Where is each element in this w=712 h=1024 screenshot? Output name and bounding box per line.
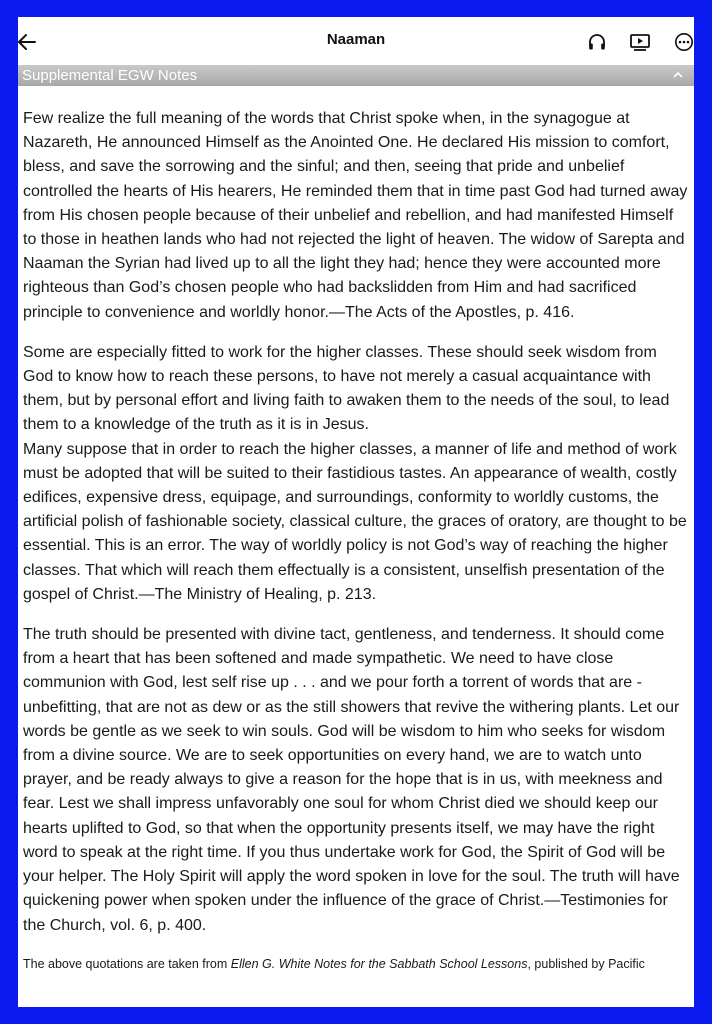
source-book-title: Ellen G. White Notes for the Sabbath School Lessons: [230, 956, 528, 971]
audio-button[interactable]: [584, 29, 610, 55]
more-options-icon: [674, 32, 694, 52]
top-bar: [18, 17, 694, 65]
video-button[interactable]: [627, 29, 653, 55]
source-note: [23, 954, 689, 974]
chevron-up-icon: [672, 69, 684, 81]
section-header-supplemental-notes[interactable]: [18, 65, 694, 86]
notes-content: [23, 107, 689, 974]
paragraph-testimonies: The truth should be presented with divine tact, gentleness, and tenderness. It should come from a heart that has been softened and made sympathetic. We need to have close communion with God, lest self rise up . . . and we pour forth a torrent of words that are - unbefitting, that are not as dew or as the still showers that revive the withering plants. Let our words be gentle as we seek to win souls. God will be wisdom to him who seeks for wisdom from a divine source. We are to seek opportunities on every hand, we are to watch unto prayer, and be ready always to give a reason for the hope that is in us, with meekness and fear. Lest we shall impress unfavorably one soul for whom Christ died we should keep our hearts uplifted to God, so that when the opportunity presents itself, we may have the right word to speak at the right time. If you thus undertake work for God, the Spirit of God will be your helper. The Holy Spirit will apply the word spoken in love for the soul. The truth will have quickening power when spoken under the influence of the grace of Christ.—Testimonies for the Church, vol. 6, p. 400.: [23, 626, 680, 934]
source-note-prefix: The above quotations are taken from: [23, 956, 231, 971]
more-options-button[interactable]: [671, 29, 694, 55]
section-title: Supplemental EGW Notes: [22, 67, 198, 84]
collapse-toggle[interactable]: [672, 66, 684, 87]
play-video-icon: [629, 32, 651, 52]
paragraph-acts-of-apostles: Few realize the full meaning of the words that Christ spoke when, in the synagogue at Nazareth, He announced Himself as the Anointed One. He declared His mission to comfort, bless, and save the sorrowing and the sinful; and then, seeing that pride and unbelief controlled the hearts of His hearers, He reminded them that in time past God had turned away from His chosen people because of their unbelief and rebellion, and had manifested Himself to those in heathen lands who had not rejected the light of heaven. The widow of Sarepta and Naaman the Syrian had lived up to all the light they had; hence they were accounted more righteous than God’s chosen people who had backslidden from Him and had sacrificed principle to convenience and worldly honor.—The Acts of the Apostles, p. 416.: [23, 110, 688, 321]
headphones-icon: [587, 32, 607, 52]
paragraph-ministry-of-healing: Some are especially fitted to work for the higher classes. These should seek wisdom from God to know how to reach these persons, to have not merely a casual acquaintance with them, but by personal effort and living faith to awaken them to the needs of the soul, to lead them to a knowledge of the truth as it is in Jesus. Many suppose that in order to reach the higher classes, a manner of life and method of work must be adopted that will be suited to their fastidious tastes. An appearance of wealth, costly edifices, expensive dress, equipage, and surroundings, conformity to worldly customs, the artificial polish of fashionable society, classical culture, the graces of oratory, are thought to be essential. This is an error. The way of worldly policy is not God’s way of reaching the higher classes. That which will reach them effectually is a consistent, unselfish presentation of the gospel of Christ.—The Ministry of Healing, p. 213.: [23, 343, 687, 603]
app-screen: [18, 17, 694, 1007]
page-title: Naaman: [326, 31, 386, 48]
source-note-suffix: , published by Pacific: [527, 956, 645, 971]
